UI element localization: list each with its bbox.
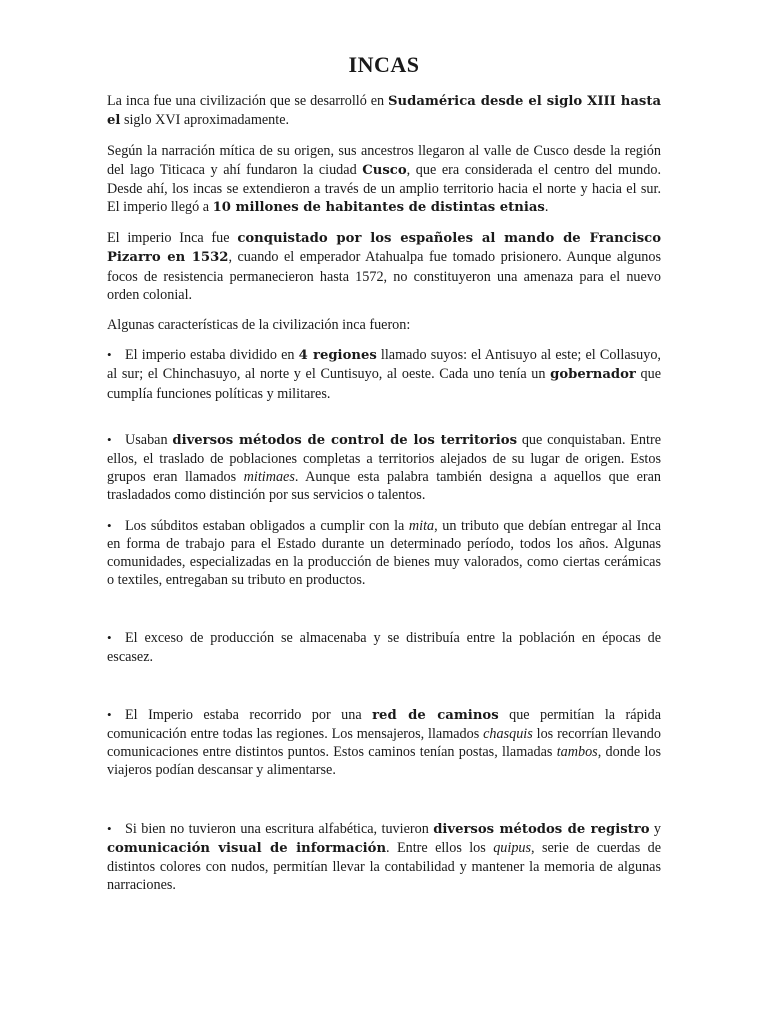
- text-run: Según la narración mítica de su origen, sus ancestros llegaron al valle de Cusco desde la región del lago Titicaca y ahí fundaron la ciudad: [107, 143, 661, 178]
- bullet-icon: •: [107, 706, 112, 722]
- bullet-item-mita: [107, 517, 661, 590]
- italic-text: mita: [408, 517, 435, 534]
- bold-text: comunicación visual de información: [107, 840, 387, 856]
- spacer: [107, 792, 661, 820]
- text-run: , donde los viajeros podían descansar y alimentarse.: [107, 744, 661, 779]
- bold-text: red de caminos: [372, 707, 499, 723]
- italic-text: chasquis: [483, 726, 533, 743]
- bullet-item-regions: [107, 346, 661, 403]
- bullet-icon: •: [107, 347, 112, 363]
- text-run: La inca fue una civilización que se desarrolló en: [107, 93, 389, 109]
- text-run: .: [544, 199, 549, 216]
- bold-text: 10 millones de habitantes de distintas etnias: [212, 200, 545, 216]
- text-run: , cuando el emperador Atahualpa fue tomado prisionero. Aunque algunos focos de resistencia permanecieron hasta 1572, no constituyeron una amenaza para el nuevo orden colonial.: [107, 249, 661, 303]
- text-run: Usaban: [125, 431, 173, 448]
- bold-text: diversos métodos de control de los territorios: [172, 432, 518, 448]
- bold-text: diversos métodos de registro: [433, 821, 650, 837]
- text-run: siglo XVI aproximadamente.: [120, 112, 290, 129]
- text-run: , que era considerada el centro del mundo. Desde ahí, los incas se extendieron a través de un amplio territorio hacia el norte y hacia el sur. El imperio llegó a: [107, 161, 661, 216]
- text-run: que cumplía funciones políticas y militares.: [107, 366, 661, 402]
- text-run: , un tributo que debían entregar al Inca en forma de trabajo para el Estado durante un determinado período, todos los años. Algunas comunidades, especializadas en la producción de bienes muy valorados, como ciertas cerámicas o textiles, entregaban su tributo en productos.: [107, 517, 661, 589]
- italic-text: mitimaes: [243, 469, 295, 486]
- text-run: . Entre ellos los: [386, 839, 494, 856]
- text-run: los recorrían llevando comunicaciones entre distintos puntos. Estos caminos tenían postas, llamadas: [107, 726, 661, 761]
- text-run: El Imperio estaba recorrido por una: [125, 706, 373, 723]
- paragraph-characteristics-intro: Algunas características de la civilización inca fueron:: [107, 317, 411, 334]
- text-run: , serie de cuerdas de distintos colores con nudos, permitían llevar la contabilidad y mantener la memoria de algunas narraciones.: [107, 839, 661, 894]
- bullet-icon: •: [107, 431, 112, 447]
- bold-text: conquistado por los españoles al mando de Francisco Pizarro en 1532: [107, 231, 662, 266]
- bold-text: gobernador: [550, 367, 636, 383]
- paragraph-origin: [107, 142, 661, 217]
- text-run: y: [649, 820, 662, 837]
- bullet-item-production: [107, 629, 661, 665]
- text-run: que conquistaban. Entre ellos, el traslado de poblaciones completas a territorios alejados de su lugar de origen. Estos grupos eran llamados: [107, 431, 661, 486]
- bullet-item-control: [107, 431, 661, 505]
- bullet-icon: •: [107, 517, 112, 533]
- spacer: [107, 678, 661, 706]
- paragraph-intro: [107, 92, 661, 130]
- text-run: llamado suyos: el Antisuyo al este; el Collasuyo, al sur; el Chinchasuyo, al norte y el Cuntisuyo, al oeste. Cada uno tenía un: [107, 347, 661, 383]
- bullet-item-records: [107, 820, 661, 895]
- spacer: [107, 415, 661, 431]
- page-title: INCAS: [348, 52, 420, 77]
- text-run: Los súbditos estaban obligados a cumplir con la: [125, 517, 409, 534]
- bullet-icon: •: [107, 630, 112, 646]
- text-run: . Aunque esta palabra también designa a aquellos que eran trasladados como distinción por sus servicios o talentos.: [107, 469, 661, 504]
- text-run: El imperio Inca fue: [107, 230, 238, 247]
- bold-text: 4 regiones: [298, 348, 377, 364]
- bullet-item-roads: [107, 706, 661, 780]
- text-run: El exceso de producción se almacenaba y se distribuía entre la población en épocas de escasez.: [107, 630, 661, 665]
- bold-text: Cusco: [362, 162, 407, 178]
- italic-text: quipus: [493, 839, 532, 856]
- text-run: Si bien no tuvieron una escritura alfabética, tuvieron: [125, 820, 434, 837]
- paragraph-conquest: [107, 229, 661, 304]
- bold-text: Sudamérica desde el siglo XIII hasta el: [107, 94, 661, 129]
- italic-text: tambos: [556, 744, 598, 761]
- text-run: que permitían la rápida comunicación entre todas las regiones. Los mensajeros, llamados: [107, 706, 662, 743]
- text-run: El imperio estaba dividido en: [125, 347, 299, 364]
- spacer: [107, 601, 661, 629]
- bullet-icon: •: [107, 820, 112, 836]
